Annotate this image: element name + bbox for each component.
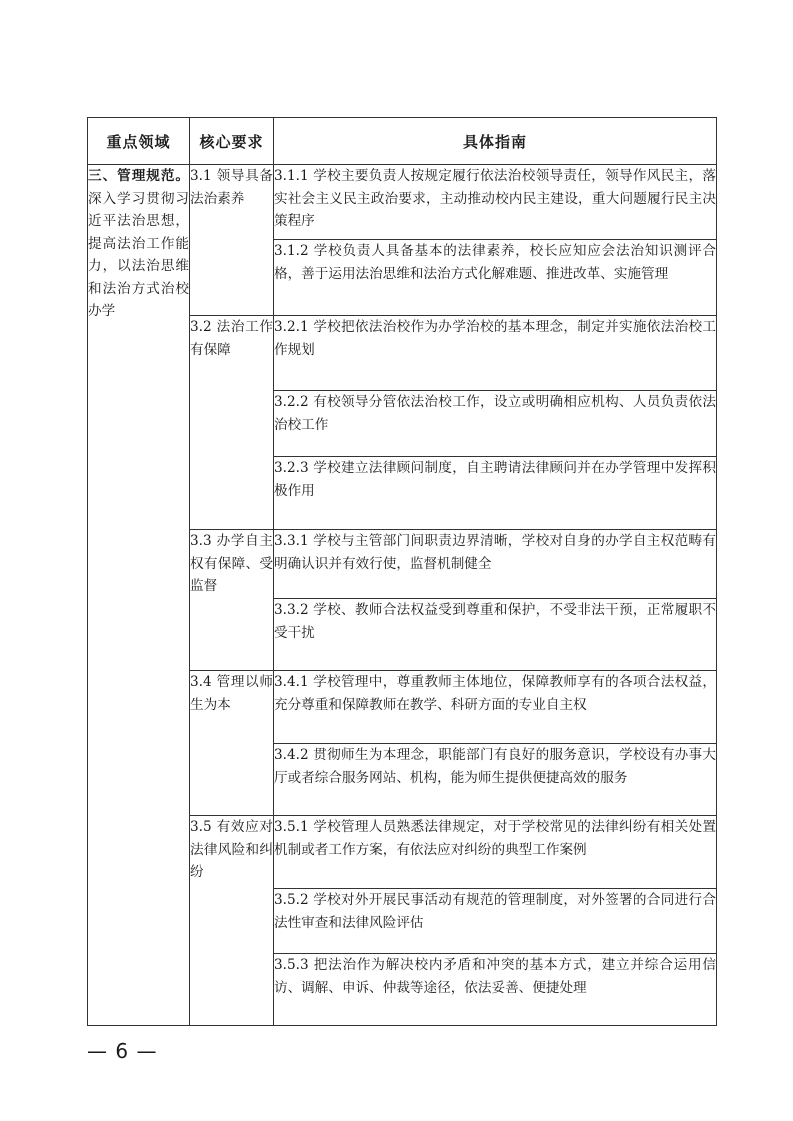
guide-3-3-2: 3.3.2 学校、教师合法权益受到尊重和保护，不受非法干预，正常履职不受干扰 — [274, 599, 717, 671]
guide-3-4-1: 3.4.1 学校管理中，尊重教师主体地位，保障教师享有的各项合法权益，充分尊重和保障教师在教学、科研方面的专业自主权 — [274, 671, 717, 744]
requirement-3-5: 3.5 有效应对法律风险和纠纷 — [190, 816, 274, 1026]
guide-3-5-2: 3.5.2 学校对外开展民事活动有规范的管理制度，对外签署的合同进行合法性审查和法律风险评估 — [274, 889, 717, 954]
guide-3-1-1: 3.1.1 学校主要负责人按规定履行依法治校领导责任，领导作风民主，落实社会主义民主政治要求，主动推动校内民主建设，重大问题履行民主决策程序 — [274, 165, 717, 240]
key-area-body: 深入学习贯彻习近平法治思想，提高法治工作能力，以法治思维和法治方式治校办学 — [88, 190, 189, 319]
requirement-3-4: 3.4 管理以师生为本 — [190, 671, 274, 816]
guide-3-4-2: 3.4.2 贯彻师生为本理念，职能部门有良好的服务意识，学校设有办事大厅或者综合服务网站、机构，能为师生提供便捷高效的服务 — [274, 744, 717, 816]
guide-3-2-1: 3.2.1 学校把依法治校作为办学治校的基本理念，制定并实施依法治校工作规划 — [274, 316, 717, 391]
guide-3-1-2: 3.1.2 学校负责人具备基本的法律素养，校长应知应会法治知识测评合格，善于运用法治思维和法治方式化解难题、推进改革、实施管理 — [274, 240, 717, 316]
requirement-3-3: 3.3 办学自主权有保障、受监督 — [190, 530, 274, 671]
guide-3-2-3: 3.2.3 学校建立法律顾问制度，自主聘请法律顾问并在办学管理中发挥积极作用 — [274, 457, 717, 530]
header-core-requirement: 核心要求 — [190, 118, 274, 165]
key-area-cell — [88, 165, 190, 1026]
table-header-row — [88, 118, 717, 165]
guide-3-2-2: 3.2.2 有校领导分管依法治校工作，设立或明确相应机构、人员负责依法治校工作 — [274, 391, 717, 457]
header-key-area: 重点领域 — [88, 118, 190, 165]
guideline-table — [87, 117, 717, 1026]
guide-3-5-3: 3.5.3 把法治作为解决校内矛盾和冲突的基本方式，建立并综合运用信访、调解、申诉、仲裁等途径，依法妥善、便捷处理 — [274, 954, 717, 1026]
guide-3-3-1: 3.3.1 学校与主管部门间职责边界清晰，学校对自身的办学自主权范畴有明确认识并有效行使，监督机制健全 — [274, 530, 717, 599]
requirement-3-1: 3.1 领导具备法治素养 — [190, 165, 274, 316]
requirement-3-2: 3.2 法治工作有保障 — [190, 316, 274, 530]
guide-3-5-1: 3.5.1 学校管理人员熟悉法律规定，对于学校常见的法律纠纷有相关处置机制或者工作方案，有依法应对纠纷的典型工作案例 — [274, 816, 717, 889]
table-row — [88, 165, 717, 240]
header-specific-guide: 具体指南 — [274, 118, 717, 165]
page-number: — 6 — — [87, 1039, 158, 1063]
key-area-title: 三、管理规范。 — [88, 168, 189, 184]
